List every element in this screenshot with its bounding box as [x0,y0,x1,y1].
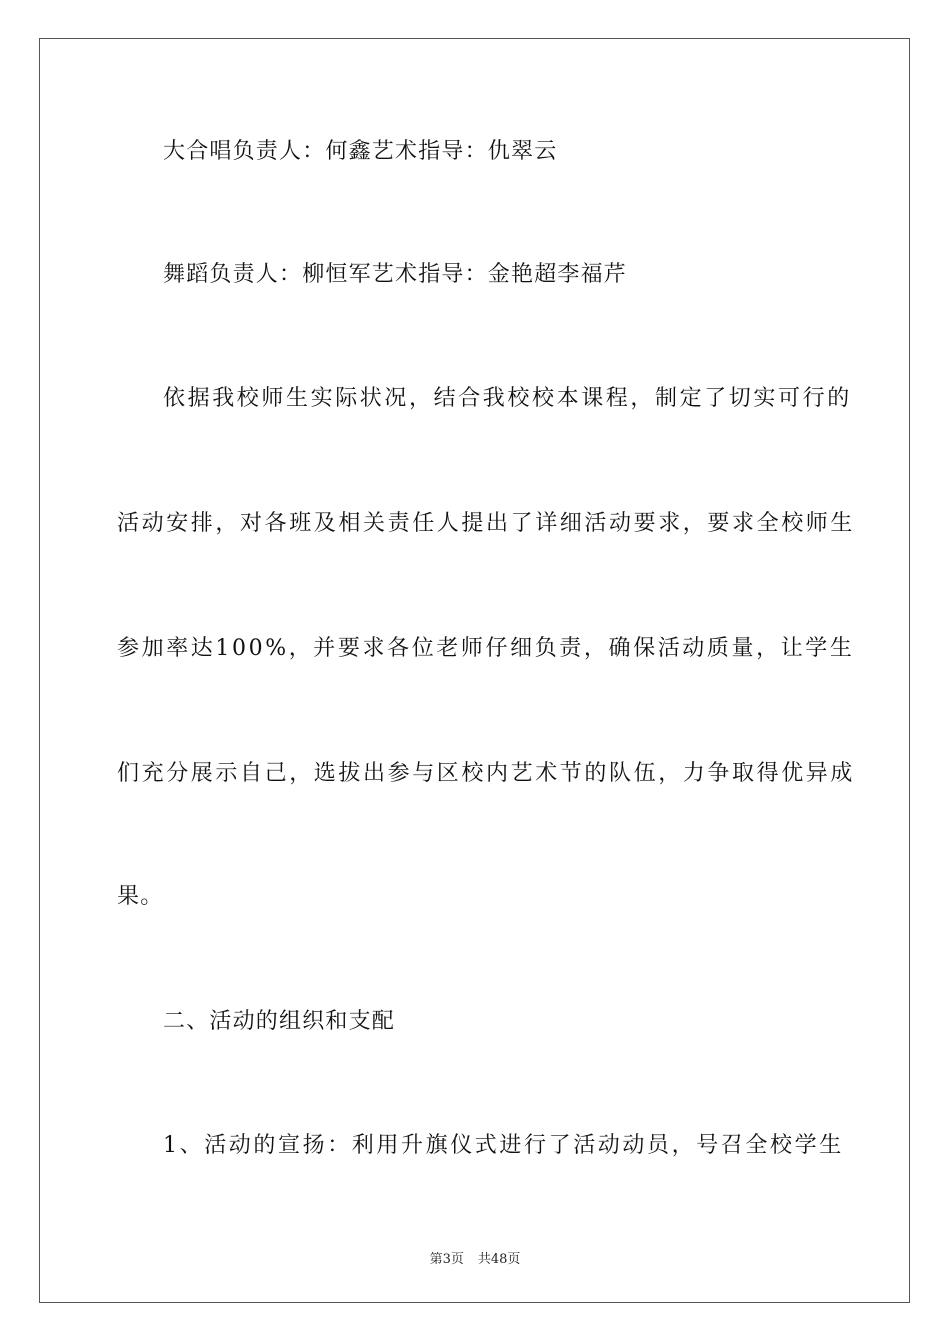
page-total: 共48页 [477,1252,521,1267]
paragraph-line: 们充分展示自己，选拔出参与区校内艺术节的队伍，力争取得优异成 [117,761,856,786]
section-heading: 二、活动的组织和支配 [163,1009,396,1034]
paragraph-line: 活动安排，对各班及相关责任人提出了详细活动要求，要求全校师生 [117,511,856,536]
paragraph-line: 参加率达100%，并要求各位老师仔细负责，确保活动质量，让学生 [117,636,855,661]
paragraph-line: 大合唱负责人：何鑫艺术指导：仇翠云 [163,139,558,164]
page-border [39,38,910,1303]
paragraph-line: 依据我校师生实际状况，结合我校校本课程，制定了切实可行的 [163,386,852,411]
paragraph-line: 舞蹈负责人：柳恒军艺术指导：金艳超李福芹 [163,262,628,287]
paragraph-line: 1、活动的宣扬：利用升旗仪式进行了活动动员，号召全校学生 [163,1133,844,1158]
page-footer [0,1248,950,1267]
paragraph-line: 果。 [117,884,164,909]
page-number: 第3页 [429,1252,464,1267]
